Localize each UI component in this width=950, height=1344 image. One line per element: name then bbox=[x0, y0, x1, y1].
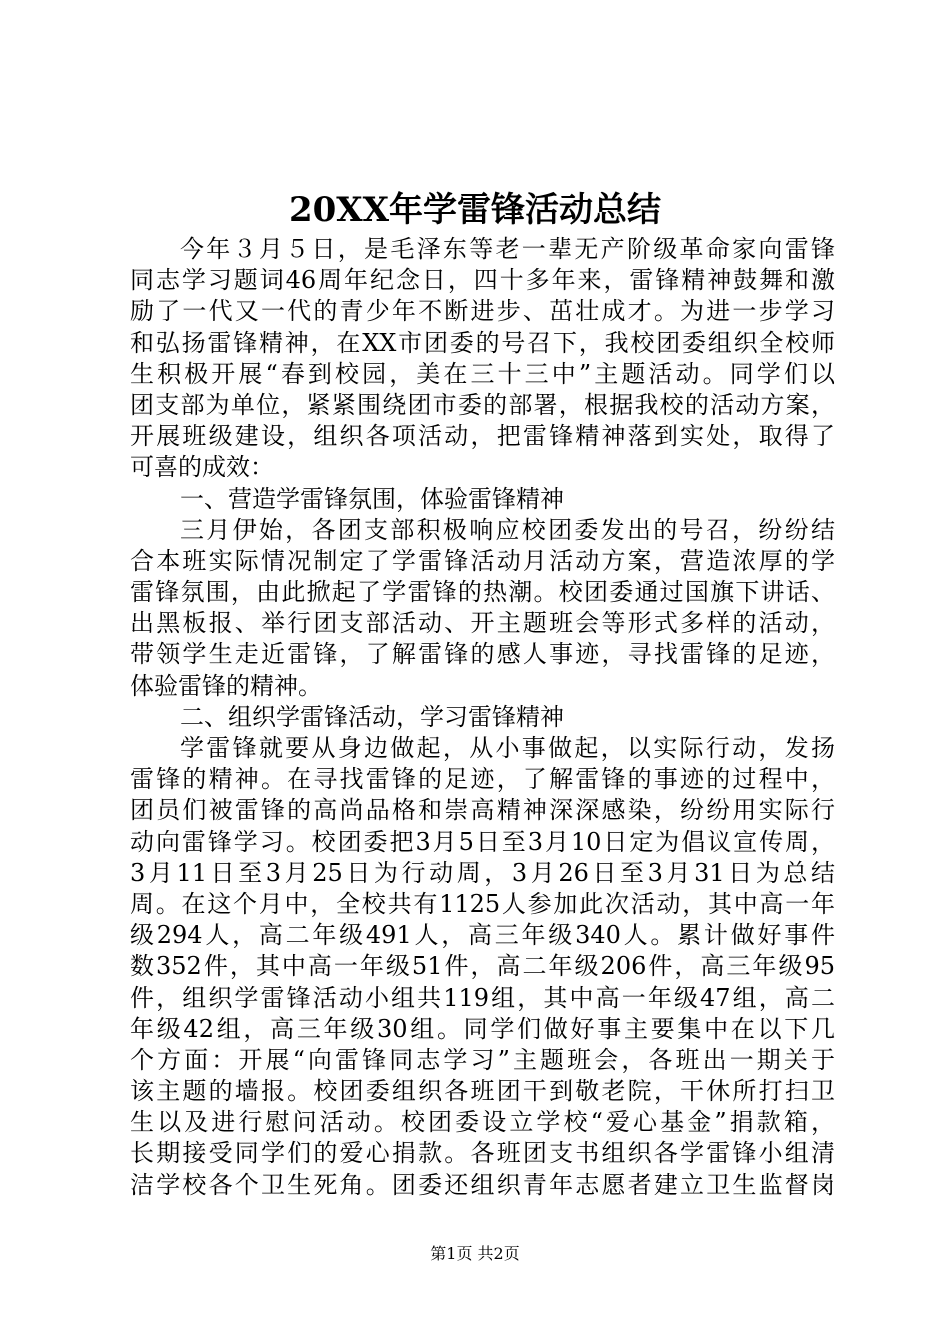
paragraph-line: 开展班级建设，组织各项活动，把雷锋精神落到实处，取得了 bbox=[130, 422, 835, 451]
paragraph-line: 学雷锋就要从身边做起，从小事做起，以实际行动，发扬 bbox=[180, 734, 835, 762]
paragraph-line: 生积极开展“春到校园，美在三十三中”主题活动。同学们以 bbox=[130, 359, 835, 388]
paragraph-line: 件，组织学雷锋活动小组共119组，其中高一年级47组，高二 bbox=[130, 983, 835, 1012]
paragraph-line: 周。在这个月中，全校共有1125人参加此次活动，其中高一年 bbox=[130, 889, 835, 918]
paragraph-line: 该主题的墙报。校团委组织各班团干到敬老院，干休所打扫卫 bbox=[130, 1077, 835, 1106]
paragraph-line: 合本班实际情况制定了学雷锋活动月活动方案，营造浓厚的学 bbox=[130, 546, 835, 575]
paragraph-line: 出黑板报、举行团支部活动、开主题班会等形式多样的活动， bbox=[130, 609, 835, 638]
paragraph-line: 3月11日至3月25日为行动周，3月26日至3月31日为总结 bbox=[130, 858, 835, 887]
paragraph-line: 和弘扬雷锋精神，在XX市团委的号召下，我校团委组织全校师 bbox=[130, 328, 835, 357]
paragraph-line: 年级42组，高三年级30组。同学们做好事主要集中在以下几 bbox=[130, 1014, 835, 1043]
paragraph-line: 个方面：开展“向雷锋同志学习”主题班会，各班出一期关于 bbox=[130, 1045, 835, 1074]
paragraph-line: 雷锋氛围，由此掀起了学雷锋的热潮。校团委通过国旗下讲话、 bbox=[130, 578, 835, 607]
paragraph-line: 团支部为单位，紧紧围绕团市委的部署，根据我校的活动方案， bbox=[130, 390, 835, 419]
paragraph-line: 励了一代又一代的青少年不断进步、茁壮成才。为进一步学习 bbox=[130, 297, 835, 326]
paragraph-line: 三月伊始，各团支部积极响应校团委发出的号召，纷纷结 bbox=[180, 515, 835, 544]
section-heading: 二、组织学雷锋活动，学习雷锋精神 bbox=[180, 702, 564, 731]
paragraph-line: 洁学校各个卫生死角。团委还组织青年志愿者建立卫生监督岗 bbox=[130, 1170, 835, 1199]
paragraph-line: 生以及进行慰问活动。校团委设立学校“爱心基金”捐款箱， bbox=[130, 1108, 835, 1137]
paragraph-line: 体验雷锋的精神。 bbox=[130, 671, 322, 700]
paragraph-line: 雷锋的精神。在寻找雷锋的足迹，了解雷锋的事迹的过程中， bbox=[130, 765, 835, 794]
paragraph-line: 同志学习题词46周年纪念日，四十多年来，雷锋精神鼓舞和激 bbox=[130, 266, 835, 295]
paragraph-line: 带领学生走近雷锋，了解雷锋的感人事迹，寻找雷锋的足迹， bbox=[130, 640, 835, 669]
paragraph-line: 可喜的成效： bbox=[130, 453, 274, 482]
paragraph-line: 今年３月５日，是毛泽东等老一辈无产阶级革命家向雷锋 bbox=[180, 235, 835, 263]
paragraph-line: 长期接受同学们的爱心捐款。各班团支书组织各学雷锋小组清 bbox=[130, 1139, 835, 1168]
document-title: 20XX年学雷锋活动总结 bbox=[288, 190, 662, 230]
section-heading: 一、营造学雷锋氛围，体验雷锋精神 bbox=[180, 484, 564, 513]
page-number-footer: 第1页 共2页 bbox=[430, 1244, 520, 1263]
document-body bbox=[130, 234, 835, 1201]
paragraph-line: 动向雷锋学习。校团委把3月5日至3月10日定为倡议宣传周， bbox=[130, 827, 835, 856]
paragraph-line: 数352件，其中高一年级51件，高二年级206件，高三年级95 bbox=[130, 952, 835, 981]
paragraph-line: 团员们被雷锋的高尚品格和崇高精神深深感染，纷纷用实际行 bbox=[130, 796, 835, 825]
paragraph-line: 级294人，高二年级491人，高三年级340人。累计做好事件 bbox=[130, 921, 835, 950]
